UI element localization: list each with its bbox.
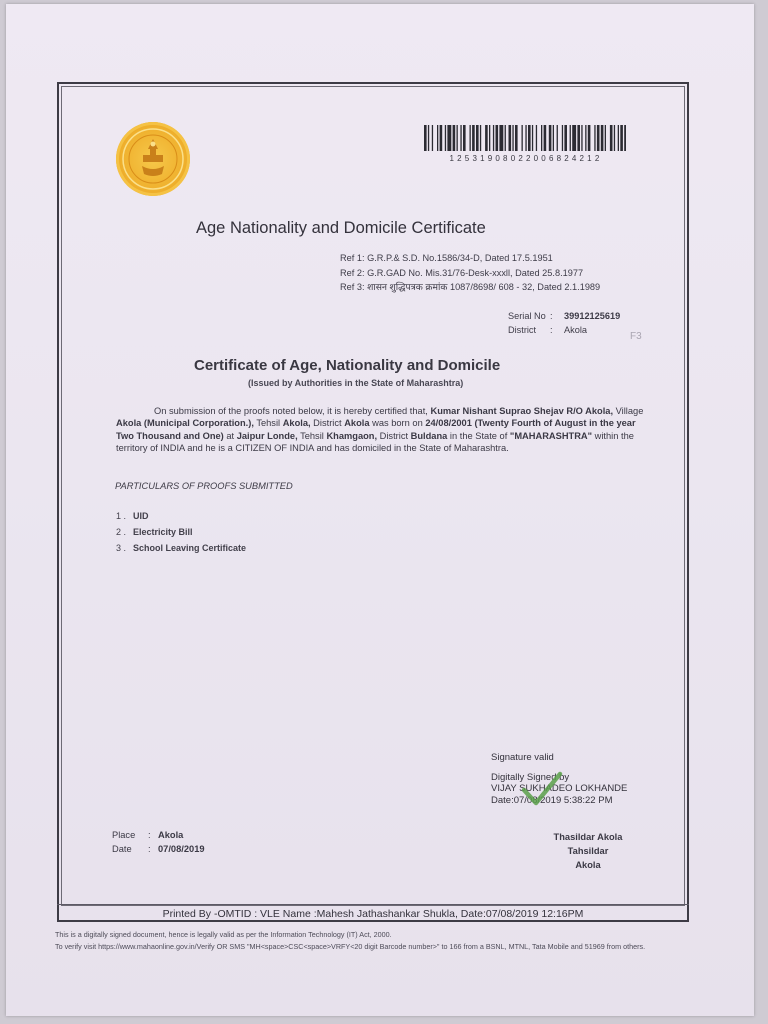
proof-number: 1 . — [116, 511, 127, 521]
authority-line-1: Thasildar Akola — [553, 832, 623, 842]
certificate-title: Age Nationality and Domicile Certificate — [196, 219, 486, 237]
signed-by-label: Digitally Signed by — [491, 771, 570, 783]
authority-line-2: Tahsildar — [567, 846, 609, 856]
footer-notes — [55, 929, 695, 952]
holder-name: Kumar Nishant Suprao Shejav — [430, 406, 564, 416]
date-colon: : — [148, 844, 151, 854]
list-item — [116, 524, 246, 540]
body-text-4: District — [310, 418, 342, 429]
birth-district: Buldana — [410, 430, 448, 441]
body-text-2: Village — [613, 406, 644, 416]
body-text-3: Tehsil — [253, 418, 281, 429]
body-text-8: District — [377, 430, 409, 441]
reference-2: Ref 2: G.R.GAD No. Mis.31/76-Desk-xxxll, Dated 25.8.1977 — [340, 267, 584, 278]
footer-legal-note: This is a digitally signed document, hence is legally valid as per the Information Technology (IT) Act, 2000. — [55, 930, 392, 939]
residence: R/O Akola, — [566, 406, 614, 416]
place-label: Place — [112, 830, 136, 840]
serial-label: Serial No — [508, 311, 546, 321]
barcode-number: 12531908022006824212 — [449, 154, 603, 163]
margin-mark: F3 — [630, 331, 642, 342]
state: "MAHARASHTRA" — [509, 430, 593, 441]
check-icon — [520, 770, 564, 808]
certificate-subtitle: Certificate of Age, Nationality and Domicile — [194, 357, 501, 374]
birth-tehsil: Khamgaon, — [326, 430, 378, 441]
body-text-7: Tehsil — [297, 430, 324, 441]
footer-verify-note: To verify visit https://www.mahaonline.gov.in/Verify OR SMS "MH<space>CSC<space>VRFY<20 digit Barcode number>" to 166 from a BSNL, MTNL, Tata Mobile and 51969 from others. — [55, 941, 646, 951]
body-text-10: within the territory of INDIA and he is a CITIZEN OF INDIA and has domiciled in the State of Maharashtra. — [116, 430, 634, 454]
district: Akola — [344, 418, 370, 429]
signature-date: Date:07/08/2019 5:38:22 PM — [491, 794, 613, 806]
list-item — [116, 508, 246, 524]
tehsil: Akola, — [282, 418, 311, 429]
proof-number: 2 . — [116, 527, 127, 537]
signer-name: VIJAY SUKHADEO LOKHANDE — [491, 783, 628, 794]
signature-valid: Signature valid — [491, 752, 554, 763]
issuing-authority — [520, 830, 656, 872]
issued-by: (Issued by Authorities in the State of Maharashtra) — [248, 378, 464, 388]
reference-1: Ref 1: G.R.P.& S.D. No.1586/34-D, Dated 17.5.1951 — [340, 253, 553, 263]
printed-by-line: Printed By -OMTID : VLE Name :Mahesh Jathashankar Shukla, Date:07/08/2019 12:16PM — [57, 904, 689, 922]
maharashtra-emblem-seal — [116, 122, 190, 196]
place-value: Akola — [158, 830, 184, 840]
reference-3: Ref 3: शासन शुद्धिपत्रक क्रमांक 1087/8698/ 608 - 32, Dated 2.1.1989 — [340, 282, 601, 292]
proof-label: School Leaving Certificate — [133, 543, 247, 553]
authority-line-3: Akola — [575, 860, 601, 870]
serial-block — [508, 309, 620, 337]
district-label: District — [508, 325, 537, 335]
date-value: 07/08/2019 — [158, 844, 205, 854]
body-text-6: at — [223, 430, 237, 441]
district-colon: : — [550, 325, 553, 335]
body-text-5: was born on — [369, 418, 423, 429]
body-text-9: in the State of — [447, 430, 508, 441]
place-date-block — [112, 828, 205, 856]
date-of-birth: 24/08/2001 (Twenty Fourth of August in the year Two Thousand and One) — [116, 418, 636, 441]
place-colon: : — [148, 830, 151, 840]
village: Akola (Municipal Corporation.), — [116, 418, 254, 429]
proof-label: Electricity Bill — [133, 527, 193, 537]
serial-number: 39912125619 — [564, 311, 621, 321]
proof-label: UID — [133, 511, 149, 521]
particulars-heading: PARTICULARS OF PROOFS SUBMITTED — [115, 481, 293, 491]
proof-number: 3 . — [116, 543, 127, 553]
barcode — [424, 125, 626, 151]
birthplace: Jaipur Londe, — [236, 430, 298, 441]
proofs-list — [116, 508, 246, 556]
certificate-body — [116, 405, 646, 455]
body-text-1: On submission of the proofs noted below, it is hereby certified that, — [154, 406, 428, 416]
serial-colon: : — [550, 311, 553, 321]
district-value: Akola — [564, 325, 587, 335]
references — [340, 251, 600, 295]
list-item — [116, 540, 246, 556]
date-label: Date — [112, 844, 132, 854]
